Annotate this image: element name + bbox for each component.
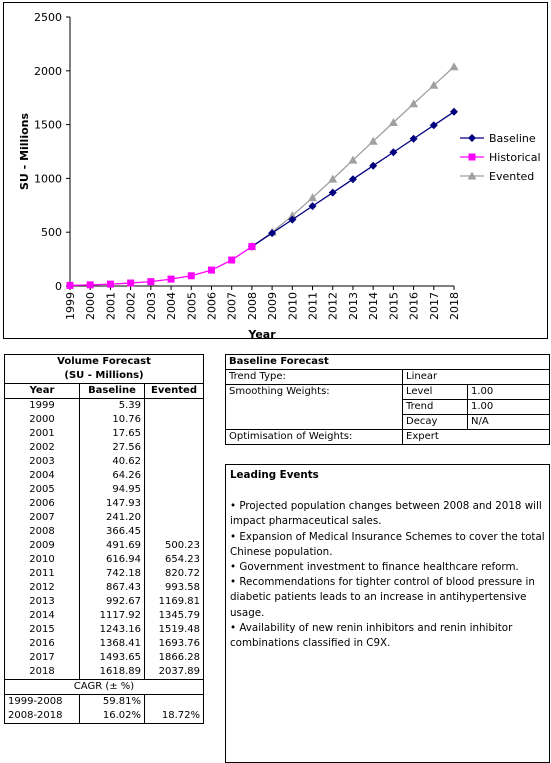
baseline-cell: 241.20 [80,511,145,525]
col-header-evented: Evented [145,384,204,399]
data-point-historical [147,278,154,285]
baseline-cell: 5.39 [80,399,145,414]
period-cell: 1999-2008 [5,695,80,710]
x-tick-label: 2018 [448,292,461,320]
smoothing-label: Smoothing Weights: [226,385,403,430]
data-point-baseline [329,189,337,197]
table-row [5,665,204,680]
data-point-historical [107,281,114,288]
legend-marker [469,154,476,161]
x-tick-label: 2005 [185,292,199,320]
data-point-baseline [349,175,357,183]
series-line-historical [70,247,252,286]
evented-cell: 1693.76 [158,638,200,649]
table-row [5,581,204,595]
volume-subtitle: (SU - Millions) [5,369,204,384]
x-tick-label: 2007 [225,292,239,320]
baseline-cell: 27.56 [80,441,145,455]
col-header-baseline: Baseline [80,384,145,399]
table-row [5,441,204,455]
x-tick-label: 2013 [346,292,360,320]
data-point-historical [168,276,175,283]
table-row [5,483,204,497]
evented-cell [145,483,204,497]
evented-cell: 2037.89 [158,666,200,677]
line-chart [4,3,549,340]
x-tick-label: 2015 [387,292,401,320]
baseline-cagr-cell: 16.02% [80,709,145,724]
x-tick-label: 2017 [427,292,441,320]
optimisation-value: Expert [403,430,550,445]
year-cell: 2014 [5,609,80,623]
data-point-baseline [430,121,438,129]
x-tick-label: 2006 [205,292,219,320]
table-row [5,623,204,637]
evented-cell: 500.23 [165,540,200,551]
baseline-cell: 94.95 [80,483,145,497]
table-row [5,413,204,427]
baseline-cell: 867.43 [80,581,145,595]
baseline-cell: 1493.65 [80,651,145,665]
evented-cell [145,525,204,539]
col-header-year: Year [5,384,80,399]
table-row [5,511,204,525]
baseline-cell: 742.18 [80,567,145,581]
event-item: • Government investment to finance healthcare reform. [230,561,519,574]
x-tick-label: 1999 [64,292,77,320]
evented-cell: 1345.79 [158,610,200,621]
data-point-historical [188,272,195,279]
data-point-baseline [410,135,418,143]
baseline-title: Baseline Forecast [226,355,550,370]
year-cell: 2008 [5,525,80,539]
optimisation-label: Optimisation of Weights: [226,430,403,445]
year-cell: 2003 [5,455,80,469]
event-item: • Availability of new renin inhibitors and renin inhibitor combinations classified in C9X. [230,621,513,650]
evented-cell [145,469,204,483]
table-row [5,399,204,414]
baseline-cell: 366.45 [80,525,145,539]
event-item: • Recommendations for tighter control of blood pressure in diabetic patients leads to an increase in antihypertensive usage. [230,576,535,619]
trend-value: 1.00 [468,400,550,415]
trend-type-label: Trend Type: [226,370,403,385]
year-cell: 2005 [5,483,80,497]
cagr-label: CAGR (± %) [5,680,204,695]
data-point-historical [127,280,134,287]
year-cell: 2006 [5,497,80,511]
table-row [5,553,204,567]
table-row [5,497,204,511]
data-point-baseline [389,148,397,156]
year-cell: 2007 [5,511,80,525]
data-point-baseline [369,162,377,170]
evented-cagr-cell [145,695,204,710]
y-axis-title: SU - Millions [18,112,31,191]
x-tick-label: 2001 [104,292,118,320]
year-cell: 2018 [5,665,80,680]
evented-cagr-cell: 18.72% [161,710,200,721]
data-point-evented [450,62,459,70]
y-tick-label: 1500 [34,118,62,132]
data-point-historical [248,243,255,250]
baseline-cell: 491.69 [80,539,145,553]
x-tick-label: 2009 [266,292,280,320]
data-point-historical [67,282,74,289]
year-cell: 2010 [5,553,80,567]
baseline-forecast-table [225,354,550,445]
legend-label: Historical [489,151,541,164]
evented-cell [145,511,204,525]
x-tick-label: 2008 [245,292,259,320]
year-cell: 2016 [5,637,80,651]
x-tick-label: 2014 [367,292,381,320]
trend-label: Trend [403,400,468,415]
table-row [5,609,204,623]
baseline-cell: 1618.89 [80,665,145,680]
event-item: • Projected population changes between 2008 and 2018 will impact pharmaceutical sales. [230,500,542,528]
baseline-cell: 1243.16 [80,623,145,637]
legend-marker [468,134,476,142]
volume-title: Volume Forecast [57,356,151,367]
cagr-row [5,709,204,724]
table-row [5,595,204,609]
x-tick-label: 2016 [407,292,421,320]
year-cell: 2017 [5,651,80,665]
evented-cell [145,455,204,469]
leading-events-panel [225,464,550,763]
x-tick-label: 2000 [84,292,98,320]
evented-cell: 1519.48 [158,624,200,635]
year-cell: 2000 [5,413,80,427]
baseline-cell: 147.93 [80,497,145,511]
year-cell: 2001 [5,427,80,441]
x-tick-label: 2010 [286,292,300,320]
year-cell: 1999 [5,399,80,414]
data-point-historical [208,267,215,274]
baseline-cell: 1117.92 [80,609,145,623]
level-value: 1.00 [468,385,550,400]
table-row [5,525,204,539]
baseline-cagr-cell: 59.81% [80,695,145,710]
evented-cell [145,427,204,441]
evented-cell [145,399,204,414]
period-cell: 2008-2018 [5,709,80,724]
year-cell: 2015 [5,623,80,637]
table-row [5,651,204,665]
table-row [5,567,204,581]
x-tick-label: 2003 [144,292,158,320]
table-row [5,539,204,553]
baseline-cell: 1368.41 [80,637,145,651]
volume-forecast-table [4,354,204,724]
year-cell: 2004 [5,469,80,483]
year-cell: 2011 [5,567,80,581]
x-axis-title: Year [248,328,276,340]
cagr-row [5,695,204,710]
table-row [5,427,204,441]
evented-cell: 1169.81 [158,596,200,607]
level-label: Level [403,385,468,400]
table-row [5,637,204,651]
evented-cell: 654.23 [165,554,200,565]
x-tick-label: 2011 [306,292,320,320]
data-point-historical [228,257,235,264]
baseline-cell: 17.65 [80,427,145,441]
x-tick-label: 2004 [165,292,179,320]
y-tick-label: 500 [41,226,62,240]
trend-type-value: Linear [403,370,550,385]
x-tick-label: 2012 [326,292,340,320]
year-cell: 2013 [5,595,80,609]
evented-cell [145,441,204,455]
evented-cell: 1866.28 [158,652,200,663]
baseline-cell: 64.26 [80,469,145,483]
decay-value: N/A [468,415,550,430]
evented-cell [145,497,204,511]
data-point-historical [87,281,94,288]
evented-cell [145,413,204,427]
data-point-baseline [309,202,317,210]
y-tick-label: 0 [55,280,62,293]
event-item: • Expansion of Medical Insurance Schemes to cover the total Chinese population. [230,530,545,558]
baseline-cell: 992.67 [80,595,145,609]
legend-label: Evented [489,170,535,183]
chart-panel [3,2,548,339]
year-cell: 2009 [5,539,80,553]
legend-label: Baseline [489,132,536,145]
table-row [5,469,204,483]
baseline-cell: 40.62 [80,455,145,469]
y-tick-label: 1000 [34,172,62,186]
table-row [5,455,204,469]
year-cell: 2002 [5,441,80,455]
evented-cell: 993.58 [165,582,200,593]
y-tick-label: 2500 [34,11,62,24]
decay-label: Decay [403,415,468,430]
baseline-cell: 10.76 [80,413,145,427]
y-tick-label: 2000 [34,64,62,78]
evented-cell: 820.72 [165,568,200,579]
year-cell: 2012 [5,581,80,595]
leading-events-title: Leading Events [230,469,319,481]
data-point-baseline [450,108,458,116]
x-tick-label: 2002 [124,292,138,320]
baseline-cell: 616.94 [80,553,145,567]
